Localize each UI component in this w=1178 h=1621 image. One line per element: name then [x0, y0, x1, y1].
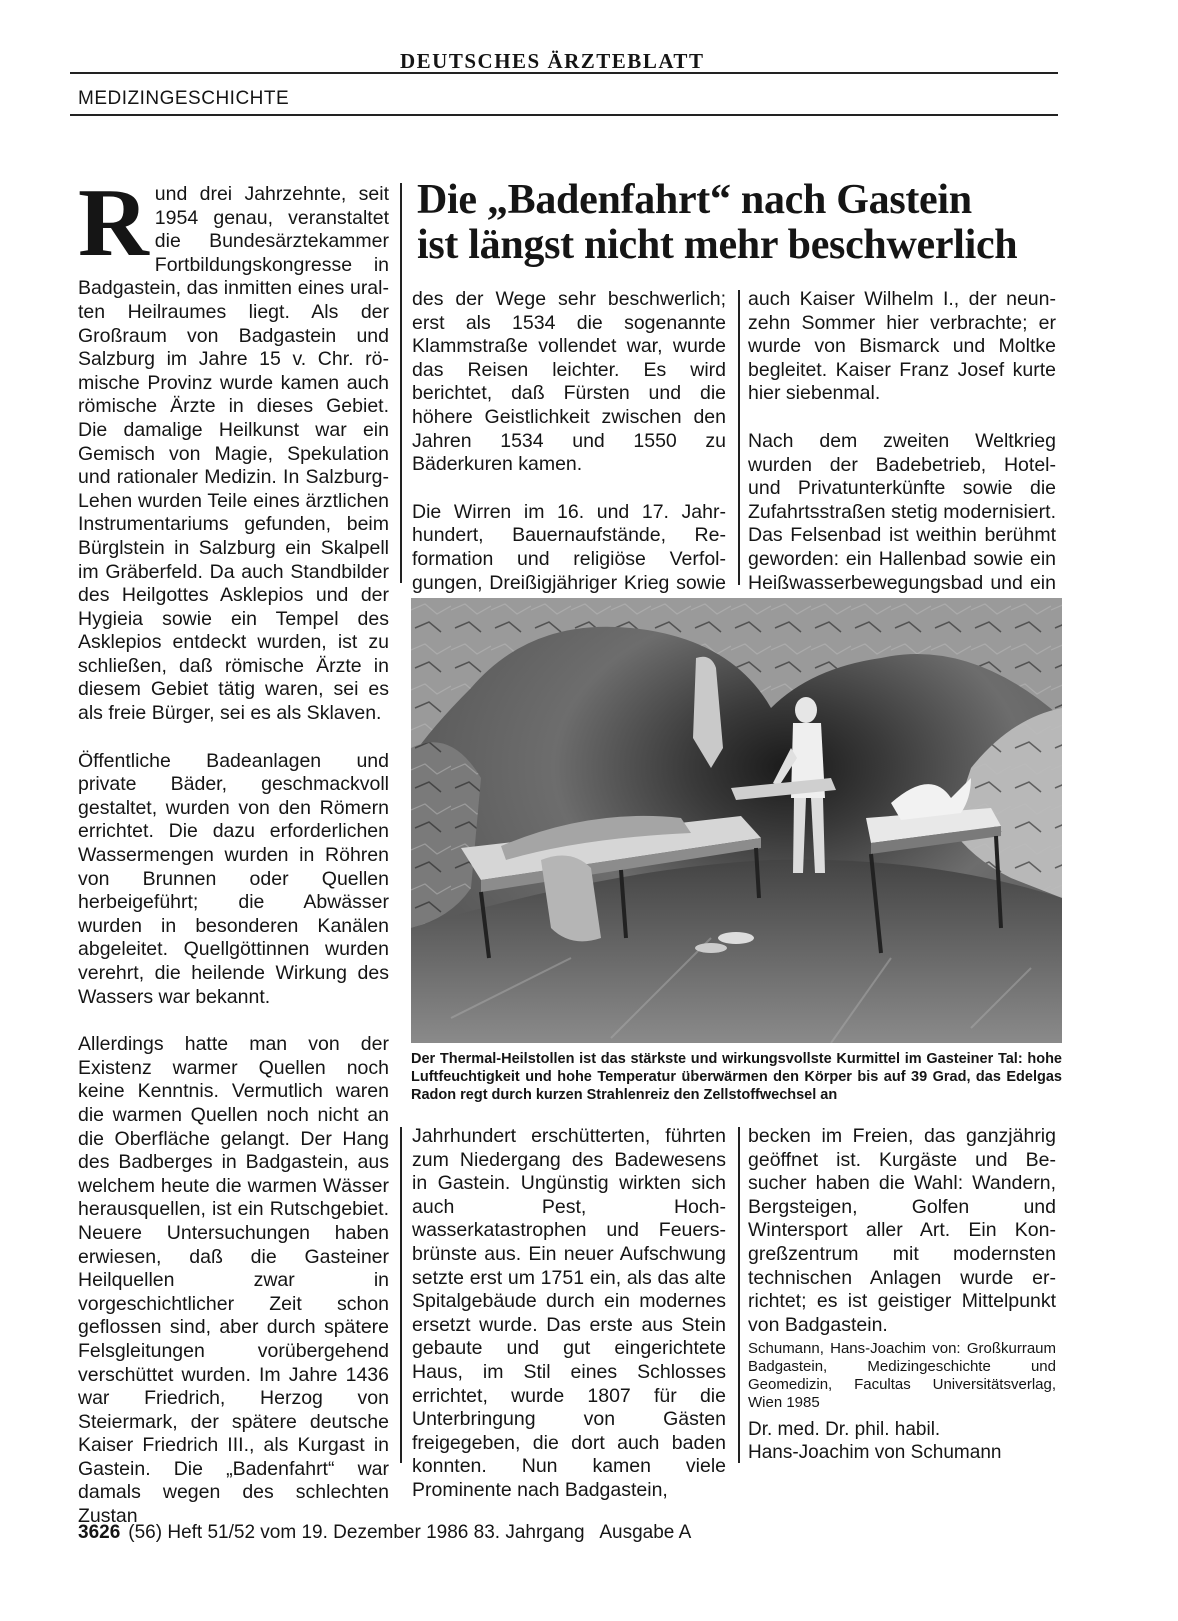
author-signature	[748, 1418, 1056, 1464]
issue-info: (56) Heft 51/52 vom 19. Dezember 1986 83. Jahrgang Ausgabe A	[128, 1522, 692, 1543]
reference-block	[748, 1340, 1056, 1426]
col2-paragraph-2: Die Wirren im 16. und 17. Jahrhundert, Bauernaufstände, Reformation und religiöse Verfolgungen, Dreißigjähriger Krieg sowie	[412, 500, 726, 594]
reference-entry: Schumann, Hans-Joachim von: Großkurraum Badgastein, Medizingeschichte und Geomedizin, Facultas Universitätsverlag, Wien 1985	[748, 1340, 1056, 1411]
col1-paragraph-1: Rund drei Jahrzehnte, seit 1954 genau, veranstaltet die Bundesärztekammer Fortbildungskongresse in Badgastein, das inmitten eines uralten Heilraumes liegt. Als der Großraum von Badgastein und Salzburg im Jahre 15 v. Chr. römische Provinz wurde kamen auch römische Ärzte in dieses Gebiet. Die damalige Heilkunst war ein Gemisch von Magie, Spekulation und rationaler Medizin. In Salzburg-Lehen wurden Teile eines ärztlichen Instrumentariums gefunden, beim Bürglstein in Salzburg ein Skalpell im Gräberfeld. Da auch Standbilder des Heilgottes Asklepios und der Hygieia sowie ein Tempel des Asklepios entdeckt wurden, ist zu schließen, daß römische Ärzte in diesem Gebiet tätig waren, sei es als freie Bürger, sei es als Sklaven.	[78, 169, 389, 725]
col3-paragraph-1: auch Kaiser Wilhelm I., der neunzehn Sommer hier verbrachte; er wurde von Bismarck und Moltke begleitet. Kaiser Franz Josef kurte hier siebenmal.	[748, 288, 1056, 405]
column-2-top	[412, 288, 726, 619]
col3-paragraph-2: Nach dem zweiten Weltkrieg wurden der Badebetrieb, Hotel- und Privatunterkünfte sowie die Zufahrtsstraßen stetig modernisiert. Das Felsenbad ist weithin berühmt geworden: ein Hallenbad sowie ein Heißwasserbewegungsbad und ein	[748, 429, 1056, 594]
column-3-bottom	[748, 1125, 1056, 1337]
column-divider-4	[738, 1127, 740, 1463]
author-title: Dr. med. Dr. phil. habil.	[748, 1419, 941, 1440]
col2-paragraph-1: des der Wege sehr beschwerlich; erst als 1534 die sogenannte Klammstraße vollendet war, wurde das Reisen leichter. Es wird berichtet, daß Fürsten und die höhere Geistlichkeit zwischen den Jahren 1534 und 1550 zu Bäderkuren kamen.	[412, 288, 726, 476]
column-2-bottom	[412, 1125, 726, 1503]
column-3-top	[748, 288, 1056, 619]
column-1	[78, 169, 389, 1529]
photo-caption: Der Thermal-Heilstollen ist das stärkste und wirkungsvollste Kurmittel im Gasteiner Tal: hohe Luftfeuchtigkeit und hohe Temperatur überwärmen den Körper bis auf 39 Grad, das Edelgas Radon regt durch kurzen Strahlenreiz den Zellstoffwechsel an	[411, 1051, 1062, 1103]
col2-paragraph-3: Jahrhundert erschütterten, führten zum Niedergang des Badewesens in Gastein. Ungünstig wirkten sich auch Pest, Hochwasserkatastrophen und Feuersbrünste aus. Ein neuer Aufschwung setzte erst um 1751 ein, als das alte Spitalgebäude durch ein modernes ersetzt wurde. Das erste aus Stein gebaute und gut eingerichtete Haus, im Stil eines Schlosses errichtet, wurde 1807 für die Unterbringung von Gästen freigegeben, die dort auch baden konnten. Nun kamen viele Prominente nach Badgastein,	[412, 1125, 726, 1501]
section-label: MEDIZINGESCHICHTE	[78, 88, 290, 109]
col1-paragraph-2: Öffentliche Badeanlagen und private Bäder, geschmackvoll gestaltet, wurden von den Römern errichtet. Die dazu erforderlichen Wassermengen wurden in Röhren von Brunnen oder Quellen herbeigeführt; die Abwässer wurden in besonderen Kanälen abgeleitet. Quellgöttinnen wurden verehrt, die heilende Wirkung des Wassers war bekannt.	[78, 749, 389, 1008]
column-divider-2	[400, 1127, 402, 1463]
column-divider-3	[738, 290, 740, 585]
col1-paragraph-3: Allerdings hatte man von der Existenz warmer Quellen noch keine Kenntnis. Vermutlich waren die warmen Quellen noch nicht an die Oberfläche gelangt. Der Hang des Badberges in Badgastein, aus welchem heute die warmen Wässer herausquellen, ist ein Rutschgebiet. Neuere Untersuchungen haben erwiesen, daß die Gasteiner Heilquellen zwar in vorgeschichtlicher Zeit schon geflossen sind, aber durch spätere Felsgleitungen vorübergehend verschüttet wurden. Im Jahre 1436 war Friedrich, Herzog von Steiermark, der spätere deutsche Kaiser Friedrich III., als Kurgast in Gastein. Die „Badenfahrt“ war damals wegen des schlechten Zustan	[78, 1033, 389, 1528]
author-name: Hans-Joachim von Schumann	[748, 1442, 1002, 1463]
col3-paragraph-3: becken im Freien, das ganzjährig geöffnet ist. Kurgäste und Besucher haben die Wahl: Wandern, Bergsteigen, Golfen und Wintersport aller Art. Ein Kongreßzentrum mit modernsten technischen Anlagen wurde errichtet; es ist geistiger Mittelpunkt von Badgastein.	[748, 1125, 1056, 1336]
title-line-2: ist längst nicht mehr beschwerlich	[417, 222, 1018, 268]
page-footer	[78, 1522, 691, 1544]
title-line-1: Die „Badenfahrt“ nach Gastein	[417, 177, 972, 223]
article-title	[417, 178, 1067, 268]
page-number: 3626	[78, 1522, 121, 1543]
masthead: DEUTSCHES ÄRZTEBLATT	[400, 49, 705, 73]
section-rule	[70, 114, 1058, 116]
column-divider-1	[400, 183, 402, 583]
drop-cap: R	[78, 169, 149, 277]
masthead-rule	[70, 72, 1058, 74]
tunnel-photo	[411, 598, 1062, 1043]
tunnel-photo-illustration	[411, 598, 1062, 1043]
